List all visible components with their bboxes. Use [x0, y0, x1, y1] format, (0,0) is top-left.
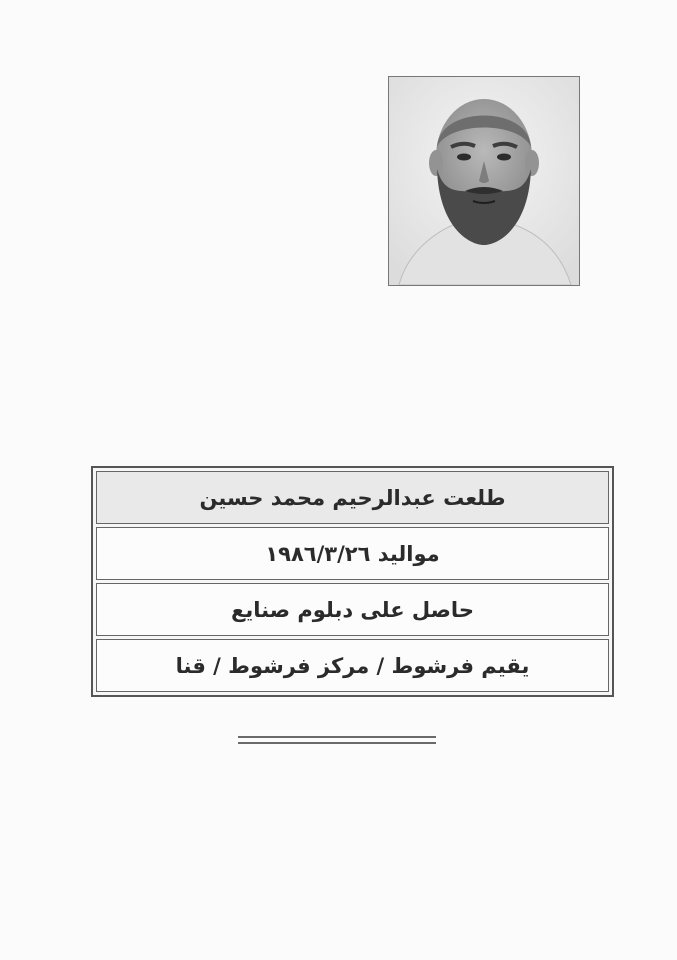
residence-row [96, 639, 609, 692]
birth-date: مواليد ١٩٨٦/٣/٢٦ [265, 541, 440, 566]
double-divider-top [238, 736, 436, 738]
portrait-photo [388, 76, 580, 286]
birth-row [96, 527, 609, 580]
education-row [96, 583, 609, 636]
education: حاصل على دبلوم صنايع [231, 597, 474, 622]
info-table [91, 466, 614, 697]
residence: يقيم فرشوط / مركز فرشوط / قنا [175, 653, 530, 678]
double-divider-bottom [238, 742, 436, 744]
name-row [96, 471, 609, 524]
person-name: طلعت عبدالرحيم محمد حسين [199, 485, 506, 510]
